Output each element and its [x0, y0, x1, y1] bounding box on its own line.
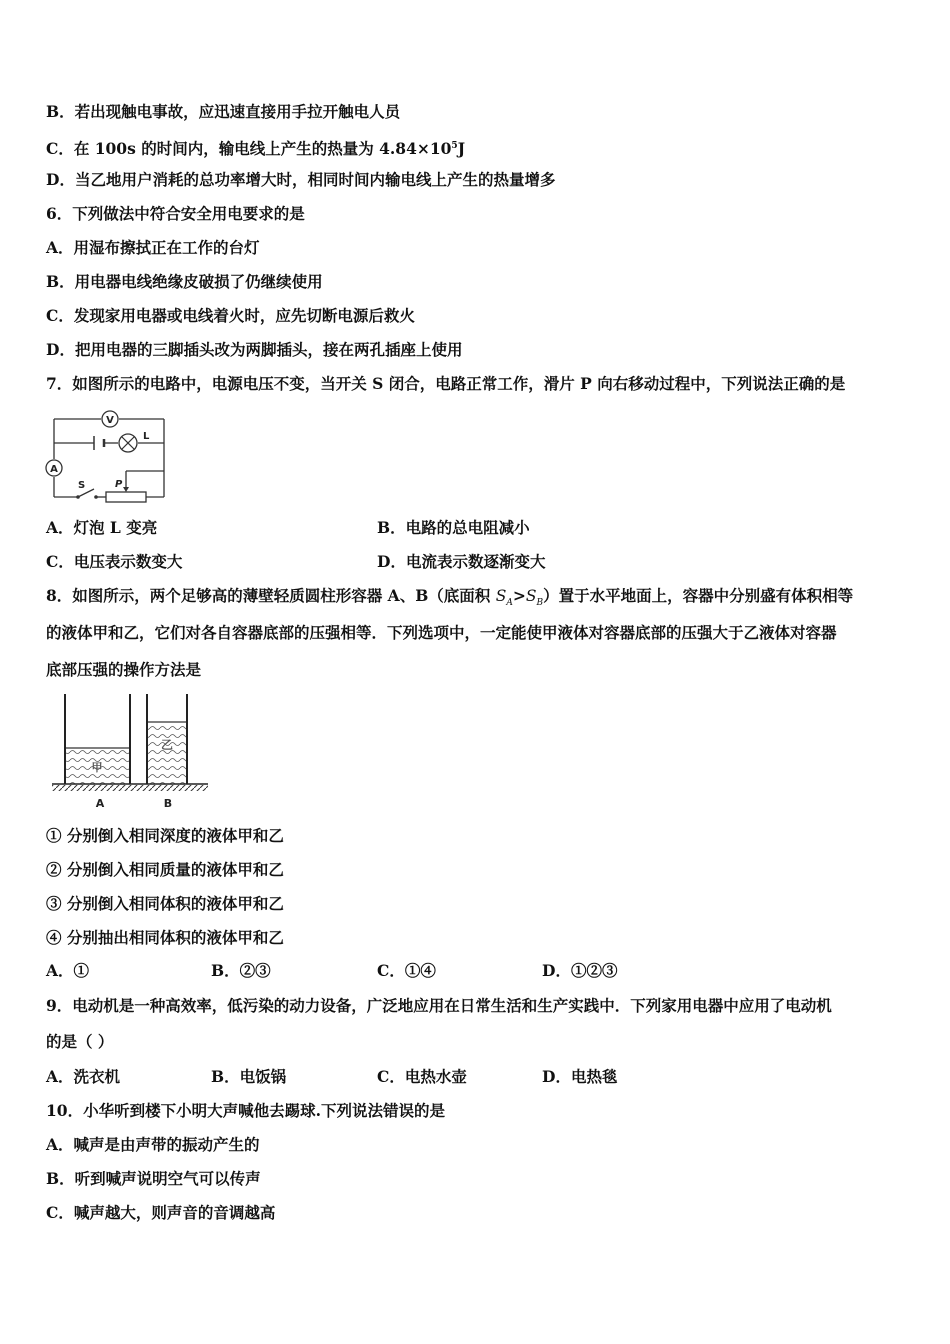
q9-option-b: B．电饭锅: [211, 1067, 287, 1086]
svg-text:乙: 乙: [160, 738, 174, 752]
q8-option-c: C．①④: [377, 961, 436, 980]
q6-option-b: B．用电器电线绝缘皮破损了仍继续使用: [46, 272, 323, 291]
svg-text:L: L: [143, 431, 150, 442]
q8-stem-text: 8．如图所示，两个足够高的薄壁轻质圆柱形容器 A、B（底面积: [46, 586, 496, 605]
q8-area-sub-a: A: [506, 598, 513, 609]
q6-option-c: C．发现家用电器或电线着火时，应先切断电源后救火: [46, 306, 415, 325]
q8-stem-line1: [46, 586, 853, 613]
q8-item-4: ④ 分别抽出相同体积的液体甲和乙: [46, 928, 284, 947]
q7-option-a: A．灯泡 L 变亮: [46, 518, 158, 537]
q8-stem-line2: 的液体甲和乙，它们对各自容器底部的压强相等．下列选项中，一定能使甲液体对容器底部的压强大于乙液体对容器: [46, 623, 837, 642]
q8-area-symbol-a: S: [495, 587, 507, 605]
svg-text:V: V: [106, 415, 114, 426]
q7-circuit-diagram: [44, 405, 174, 503]
q10-option-c: C．喊声越大，则声音的音调越高: [46, 1203, 276, 1222]
q8-item-1: ① 分别倒入相同深度的液体甲和乙: [46, 826, 284, 845]
q10-option-a: A．喊声是由声带的振动产生的: [46, 1135, 260, 1154]
q5-option-b: B．若出现触电事故，应迅速直接用手拉开触电人员: [46, 102, 401, 121]
svg-text:甲: 甲: [91, 761, 103, 774]
q6-option-a: A．用湿布擦拭正在工作的台灯: [46, 238, 260, 257]
svg-text:P: P: [115, 479, 123, 490]
q7-stem: 7．如图所示的电路中，电源电压不变，当开关 S 闭合，电路正常工作，滑片 P 向右移动过程中，下列说法正确的是: [46, 374, 846, 393]
rheostat-symbol: [106, 492, 146, 502]
q8-area-symbol-b: S: [525, 587, 537, 605]
q10-option-b: B．听到喊声说明空气可以传声: [46, 1169, 261, 1188]
q8-option-d: D．①②③: [542, 961, 618, 980]
q8-greater-than: >: [512, 586, 526, 605]
q5-option-c: [46, 136, 465, 159]
q8-stem-line3: 底部压强的操作方法是: [46, 660, 202, 679]
q7-option-d: D．电流表示数逐渐变大: [377, 552, 546, 571]
q8-item-2: ② 分别倒入相同质量的液体甲和乙: [46, 860, 284, 879]
q9-stem-line1: 9．电动机是一种高效率，低污染的动力设备，广泛地应用在日常生活和生产实践中．下列家用电器中应用了电动机: [46, 996, 832, 1015]
q9-option-a: A．洗衣机: [46, 1067, 121, 1086]
q8-area-sub-b: B: [536, 598, 544, 609]
q5-option-d: D．当乙地用户消耗的总功率增大时，相同时间内输电线上产生的热量增多: [46, 170, 556, 189]
q9-option-c: C．电热水壶: [377, 1067, 467, 1086]
q7-option-c: C．电压表示数变大: [46, 552, 183, 571]
q5-option-c-exponent: 5: [451, 141, 458, 151]
q8-item-3: ③ 分别倒入相同体积的液体甲和乙: [46, 894, 284, 913]
q5-option-c-text: C．在 100s 的时间内，输电线上产生的热量为 4.84×10: [46, 139, 452, 159]
q6-stem: 6．下列做法中符合安全用电要求的是: [46, 204, 305, 223]
q6-option-d: D．把用电器的三脚插头改为两脚插头，接在两孔插座上使用: [46, 340, 463, 359]
svg-text:S: S: [78, 480, 86, 491]
svg-text:A: A: [95, 797, 105, 810]
q8-stem-text-end: ）置于水平地面上，容器中分别盛有体积相等: [543, 586, 854, 605]
q9-option-d: D．电热毯: [542, 1067, 618, 1086]
svg-text:B: B: [163, 797, 173, 810]
q7-option-b: B．电路的总电阻减小: [377, 518, 530, 537]
q9-stem-line2: 的是（ ）: [46, 1032, 114, 1051]
q10-stem: 10．小华听到楼下小明大声喊他去踢球.下列说法错误的是: [46, 1101, 445, 1120]
q8-option-b: B．②③: [211, 961, 271, 980]
q5-option-c-unit: J: [457, 139, 466, 159]
q8-container-diagram: [50, 692, 210, 814]
q8-option-a: A．①: [46, 961, 90, 980]
svg-text:A: A: [50, 464, 58, 475]
